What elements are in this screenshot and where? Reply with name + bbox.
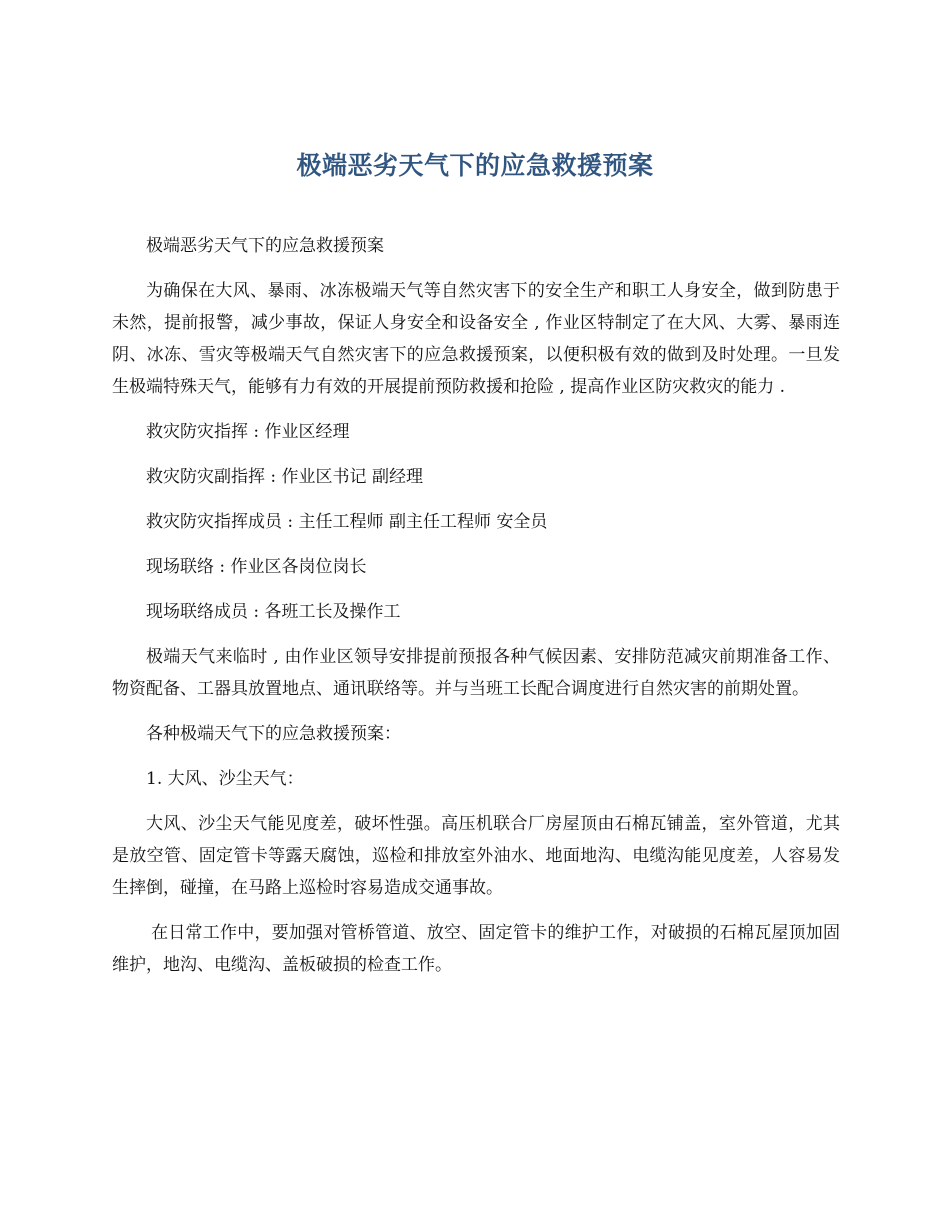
paragraph-commander: 救灾防灾指挥 : 作业区经理 [146,422,350,442]
paragraph-section-1-heading: 1. 大风、沙尘天气： [146,769,304,789]
document-body [112,230,840,994]
paragraph-extreme-weather-arrival: 极端天气来临时 , 由作业区领导安排提前预报各种气候因素、安排防范减灾前期准备工作、物资配备、工器具放置地点、通讯联络等。并与当班工长配合调度进行自然灾害的前期处置。 [112,647,840,699]
paragraph-site-liaison: 现场联络 : 作业区各岗位岗长 [146,557,367,577]
paragraph-intro: 为确保在大风、暴雨、冰冻极端天气等自然灾害下的安全生产和职工人身安全，做到防患于未然，提前报警，减少事故，保证人身安全和设备安全 , 作业区特制定了在大风、大雾、暴雨连阴、冰冻、雪灾等极端天气自然灾害下的应急救援预案，以便积极有效的做到及时处理。一旦发生极端特殊天气，能够有力有效的开展提前预防救援和抢险 , 提高作业区防灾救灾的能力 . [112,281,840,397]
document-title: 极端恶劣天气下的应急救援预案 [296,151,654,180]
paragraph-daily-maintenance: 在日常工作中，要加强对管桥管道、放空、固定管卡的维护工作，对破损的石棉瓦屋顶加固维护，地沟、电缆沟、盖板破损的检查工作。 [112,923,840,975]
paragraph-liaison-members: 现场联络成员 : 各班工长及操作工 [146,602,401,622]
paragraph-command-members: 救灾防灾指挥成员 : 主任工程师 副主任工程师 安全员 [146,512,548,532]
paragraph-deputy-commander: 救灾防灾副指挥 : 作业区书记 副经理 [146,467,423,487]
paragraph-plans-intro: 各种极端天气下的应急救援预案： [146,724,401,744]
paragraph-wind-dust-description: 大风、沙尘天气能见度差，破坏性强。高压机联合厂房屋顶由石棉瓦铺盖，室外管道，尤其是放空管、固定管卡等露天腐蚀，巡检和排放室外油水、地面地沟、电缆沟能见度差，人容易发生摔倒，碰撞，在马路上巡检时容易造成交通事故。 [112,814,840,898]
paragraph-heading: 极端恶劣天气下的应急救援预案 [146,236,384,256]
